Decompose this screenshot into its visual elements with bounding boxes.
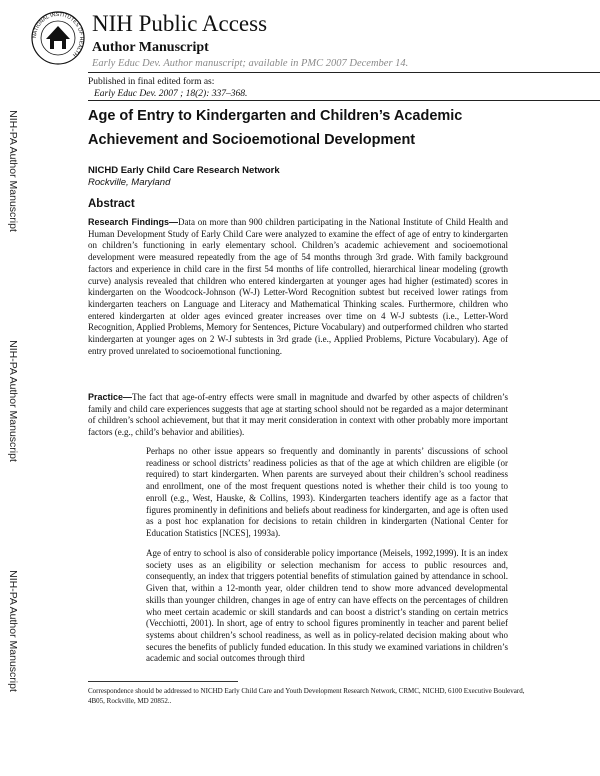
availability-note: Early Educ Dev. Author manuscript; available in PMC 2007 December 14. (92, 58, 409, 69)
nih-public-access-title: NIH Public Access (92, 11, 268, 36)
abstract-practice (88, 392, 508, 439)
side-label: NIH-PA Author Manuscript (7, 340, 19, 462)
author-affiliation: Rockville, Maryland (88, 177, 171, 188)
correspondence-footnote: Correspondence should be addressed to NICHD Early Child Care and Youth Development Research Network, CRMC, NICHD, 6100 Executive Boulevard, 4B05, Rockville, MD 20852.. (88, 687, 525, 705)
seal-text: NATIONAL INSTITUTES OF HEALTH (31, 11, 85, 58)
practice-label: Practice— (88, 392, 133, 402)
publication-info (88, 76, 247, 100)
body-paragraph-2: Age of entry to school is also of considerable policy importance (Meisels, 1992,1999). It is an index society uses as an eligibility or selection mechanism for access to public resources and, consequently, an index that triggers potential benefits of stimulation gained by attendance in school. Given that, within a 12-month year, older children tend to show more advanced developmental skills than younger children, changes in age of entry can have effects on the percentages of children who meet certain academic or skill standards and can boost a district’s standing on certain metrics (Vecchiotti, 2001). In short, age of entry to school figures prominently in teacher and parent belief systems about children’s school readiness, as well as in policy-related decision making about who secures the benefits of publicly funded education. In this study we examined variations in children’s academic and social outcomes through third (146, 548, 508, 664)
author-block (88, 165, 280, 189)
published-label: Published in final edited form as: (88, 77, 215, 87)
body-paragraph-1: Perhaps no other issue appears so frequently and dominantly in parents’ discussions of school readiness or school districts’ readiness policies as that of the age at which children are eligible (or required) to start kindergarten. When parents are surveyed about their children’s school readiness and enrollment, one of the most frequent questions noted is whether their child is too young to enroll (e.g., West, Hauske, & Collins, 1993). Kindergarten teachers identify age as a factor that figures prominently in definitions and beliefs about readiness for kindergarten, and age is often used as a post hoc explanation for decisions to retain children in kindergarten (National Center for Education Statistics [NCES], 1993a). (146, 446, 508, 538)
citation-divider (88, 100, 600, 101)
abstract-findings (88, 217, 508, 357)
findings-text: Data on more than 900 children participating in the National Institute of Child Health and Human Development Study of Early Child Care were analyzed to examine the effect of age of entry to kindergarten on children’s functioning in early elementary school. Children’s academic achievement and socioemotional development were measured repeatedly from the age of 54 months through 3rd grade. With family background factors and experience in child care in the first 54 months of life controlled, hierarchical linear modeling (growth curve) analysis revealed that children who entered kindergarten at younger ages had higher (estimated) scores in kindergarten on the Woodcock-Johnson (W-J) Letter-Word Recognition subtest but received lower ratings from kindergarten teachers on Language and Literacy and Mathematical Thinking scales. Furthermore, children who entered kindergarten at older ages evinced greater increases over time on 4 W-J subtests (i.e., Letter-Word Recognition, Applied Problems, Memory for Sentences, Picture Vocabulary) and outperformed children who started kindergarten at younger ages on 2 W-J subtests in 3rd grade (i.e., Applied Problems, Picture Vocabulary). Age of entry proved unrelated to socioemotional functioning. (88, 217, 508, 356)
nih-seal-logo (30, 10, 86, 66)
header-divider (88, 72, 600, 73)
practice-text: The fact that age-of-entry effects were small in magnitude and dwarfed by other aspects of children’s family and child care experiences suggests that age at starting school should not be regarded as a major determinant of children’s school achievement, but that it may merit consideration in context with other probably more important factors (e.g., child’s behavior and abilities). (88, 392, 508, 438)
journal-citation: Early Educ Dev. 2007 ; 18(2): 337–368. (94, 89, 248, 99)
findings-label: Research Findings— (88, 217, 179, 227)
abstract-heading: Abstract (88, 198, 135, 210)
author-name: NICHD Early Child Care Research Network (88, 165, 280, 176)
footnote-divider (88, 681, 238, 682)
side-label: NIH-PA Author Manuscript (7, 570, 19, 692)
article-title: Age of Entry to Kindergarten and Children’s Academic Achievement and Socioemotional Development (88, 108, 463, 148)
author-manuscript-label: Author Manuscript (92, 40, 209, 55)
side-label: NIH-PA Author Manuscript (7, 110, 19, 232)
